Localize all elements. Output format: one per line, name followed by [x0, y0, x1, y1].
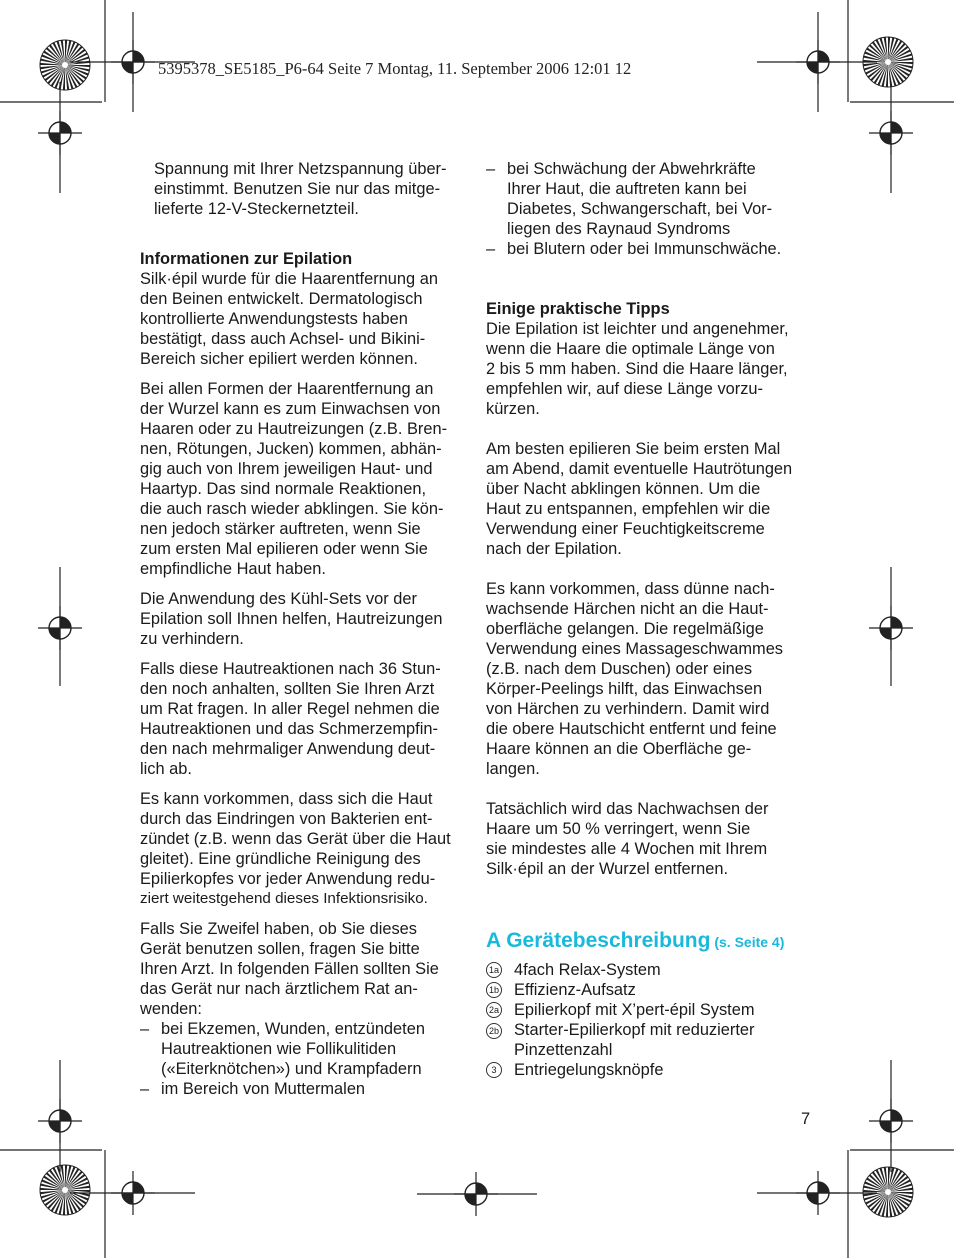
paragraph	[140, 919, 470, 1019]
text-line: Die Anwendung des Kühl-Sets vor der	[140, 590, 417, 608]
text-line: nen, Rötungen, Jucken) kommen, abhän-	[140, 440, 442, 458]
dash-bullet: –	[140, 1080, 150, 1098]
text-line: Tatsächlich wird das Nachwachsen der	[486, 800, 769, 818]
text-line: Es kann vorkommen, dass sich die Haut	[140, 790, 433, 808]
text-line: lieferte 12-V-Steckernetzteil.	[154, 200, 359, 218]
text-line: Haare können an die Oberfläche ge-	[486, 740, 752, 758]
text-line: empfehlen wir, auf diese Länge vorzu-	[486, 380, 763, 398]
text-line: ziert weitestgehend dieses Infektionsrisiko.	[140, 890, 428, 907]
text-line: bestätigt, dass auch Achsel- und Bikini-	[140, 330, 426, 348]
list-item	[486, 1060, 816, 1080]
text-line: wenden:	[140, 1000, 202, 1018]
text-line: nen jedoch stärker auftreten, wenn Sie	[140, 520, 421, 538]
dash-bullet: –	[486, 240, 496, 258]
text-line: Körper-Peelings hilft, das Einwachsen	[486, 680, 763, 698]
text-line: Es kann vorkommen, dass dünne nach-	[486, 580, 775, 598]
text-line: durch das Eindringen von Bakterien ent-	[140, 810, 433, 828]
text-line: von Härchen zu verhindern. Damit wird	[486, 700, 770, 718]
starburst-center	[62, 1187, 68, 1193]
paragraph	[140, 659, 470, 779]
text-line: kontrollierte Anwendungstests haben	[140, 310, 408, 328]
text-line: Haut zu entspannen, empfehlen wir die	[486, 500, 771, 518]
text-line: Verwendung einer Feuchtigkeitscreme	[486, 520, 765, 538]
text-line: sie mindestes alle 4 Wochen mit Ihrem	[486, 840, 768, 858]
section-heading: Einige praktische Tipps	[486, 300, 670, 318]
text-line: bei Schwächung der Abwehrkräfte	[507, 160, 756, 178]
starburst-center	[62, 62, 68, 68]
text-line: Hautreaktionen wie Follikulitiden	[161, 1040, 397, 1058]
text-line: bei Ekzemen, Wunden, entzündeten	[161, 1020, 425, 1038]
text-line: Epilierkopfes vor jeder Anwendung redu-	[140, 870, 436, 888]
text-line: liegen des Raynaud Syndroms	[507, 220, 731, 238]
text-line: Spannung mit Ihrer Netzspannung über-	[154, 160, 447, 178]
text-line: Haare um 50 % verringert, wenn Sie	[486, 820, 751, 838]
text-line: 2 bis 5 mm haben. Sind die Haare länger,	[486, 360, 788, 378]
list-item	[140, 1079, 470, 1099]
item-label: Entriegelungsknöpfe	[514, 1061, 664, 1079]
text-line: Bei allen Formen der Haarentfernung an	[140, 380, 434, 398]
text-line: langen.	[486, 760, 540, 778]
print-header: 5395378_SE5185_P6-64 Seite 7 Montag, 11. September 2006 12:01 12	[158, 59, 632, 78]
paragraph	[140, 379, 470, 579]
text-line: über Nacht abklingen können. Um die	[486, 480, 761, 498]
item-label: 4fach Relax-System	[514, 961, 661, 979]
text-line: wenn die Haare die optimale Länge von	[486, 340, 775, 358]
paragraph	[140, 269, 470, 369]
text-line: gleitet). Eine gründliche Reinigung des	[140, 850, 421, 868]
text-line: das Gerät nur nach ärztlichem Rat an-	[140, 980, 418, 998]
list-item	[140, 1019, 470, 1079]
text-line: Gerät benutzen sollen, fragen Sie bitte	[140, 940, 420, 958]
paragraph	[486, 799, 816, 879]
text-line: den Beinen entwickelt. Dermatologisch	[140, 290, 423, 308]
text-line: («Eiterknötchen») und Krampfadern	[161, 1060, 422, 1078]
item-label: Epilierkopf mit X’pert-épil System	[514, 1001, 755, 1019]
paragraph	[140, 789, 470, 909]
text-line: kürzen.	[486, 400, 540, 418]
list-item	[486, 1020, 816, 1060]
text-line: Falls Sie Zweifel haben, ob Sie dieses	[140, 920, 417, 938]
text-line: Verwendung eines Massageschwammes	[486, 640, 784, 658]
list-item	[486, 980, 816, 1000]
section-title	[486, 929, 816, 954]
text-line: Haaren oder zu Hautreizungen (z.B. Bren-	[140, 420, 448, 438]
text-line: im Bereich von Muttermalen	[161, 1080, 366, 1098]
text-line: lich ab.	[140, 760, 192, 778]
text-line: Epilation soll Ihnen helfen, Hautreizungen	[140, 610, 443, 628]
text-line: Haartyp. Das sind normale Reaktionen,	[140, 480, 427, 498]
text-line: am Abend, damit eventuelle Hautrötungen	[486, 460, 793, 478]
text-line: bei Blutern oder bei Immunschwäche.	[507, 240, 782, 258]
intro-paragraph	[140, 159, 470, 219]
page-number: 7	[801, 1110, 811, 1128]
text-line: Ihrer Haut, die auftreten kann bei	[507, 180, 747, 198]
text-line: zum ersten Mal epilieren oder wenn Sie	[140, 540, 428, 558]
list-item	[486, 239, 816, 259]
item-label: Starter-Epilierkopf mit reduzierter	[514, 1021, 755, 1039]
list-item	[486, 159, 816, 239]
item-label: Effizienz-Aufsatz	[514, 981, 636, 999]
item-number: 1b	[486, 982, 502, 998]
item-number: 2a	[486, 1002, 502, 1018]
text-line: zu verhindern.	[140, 630, 244, 648]
text-line: Ihren Arzt. In folgenden Fällen sollten Sie	[140, 960, 439, 978]
text-line: den nach mehrmaliger Anwendung deut-	[140, 740, 436, 758]
item-number: 3	[486, 1062, 502, 1078]
text-line: Silk·épil wurde für die Haarentfernung an	[140, 270, 438, 288]
text-line: Falls diese Hautreaktionen nach 36 Stun-	[140, 660, 441, 678]
text-line: der Wurzel kann es zum Einwachsen von	[140, 400, 441, 418]
right-column	[486, 159, 816, 1080]
text-line: um Rat fragen. In aller Regel nehmen die	[140, 700, 440, 718]
text-line: Diabetes, Schwangerschaft, bei Vor-	[507, 200, 773, 218]
list-item	[486, 960, 816, 980]
dash-bullet: –	[486, 160, 496, 178]
text-line: einstimmt. Benutzen Sie nur das mitge-	[154, 180, 441, 198]
text-line: empfindliche Haut haben.	[140, 560, 326, 578]
paragraph	[140, 589, 470, 649]
text-line: gig auch von Ihrem jeweiligen Haut- und	[140, 460, 433, 478]
text-line: die auch rasch wieder abklingen. Sie kön-	[140, 500, 444, 518]
text-line: Hautreaktionen und das Schmerzempfin-	[140, 720, 438, 738]
paragraph	[486, 319, 816, 419]
section-title-text: A Gerätebeschreibung	[486, 929, 711, 952]
text-line: oberfläche gelangen. Die regelmäßige	[486, 620, 764, 638]
item-label: Pinzettenzahl	[514, 1041, 613, 1059]
text-line: Bereich sicher epiliert werden können.	[140, 350, 418, 368]
starburst-center	[885, 59, 891, 65]
section-heading: Informationen zur Epilation	[140, 250, 353, 268]
text-line: zündet (z.B. wenn das Gerät über die Haut	[140, 830, 451, 848]
page-reference: (s. Seite 4)	[710, 934, 785, 950]
paragraph	[486, 579, 816, 779]
starburst-center	[885, 1189, 891, 1195]
paragraph	[486, 439, 816, 559]
item-number: 2b	[486, 1023, 502, 1039]
text-line: die obere Hautschicht entfernt und feine	[486, 720, 777, 738]
item-number: 1a	[486, 962, 502, 978]
left-column	[140, 159, 470, 1099]
text-line: Am besten epilieren Sie beim ersten Mal	[486, 440, 781, 458]
dash-bullet: –	[140, 1020, 150, 1038]
text-line: den noch anhalten, sollten Sie Ihren Arzt	[140, 680, 435, 698]
list-item	[486, 1000, 816, 1020]
text-line: wachsende Härchen nicht an die Haut-	[486, 600, 769, 618]
text-line: nach der Epilation.	[486, 540, 622, 558]
text-line: Die Epilation ist leichter und angenehmer,	[486, 320, 789, 338]
text-line: Silk·épil an der Wurzel entfernen.	[486, 860, 729, 878]
text-line: (z.B. nach dem Duschen) oder eines	[486, 660, 753, 678]
